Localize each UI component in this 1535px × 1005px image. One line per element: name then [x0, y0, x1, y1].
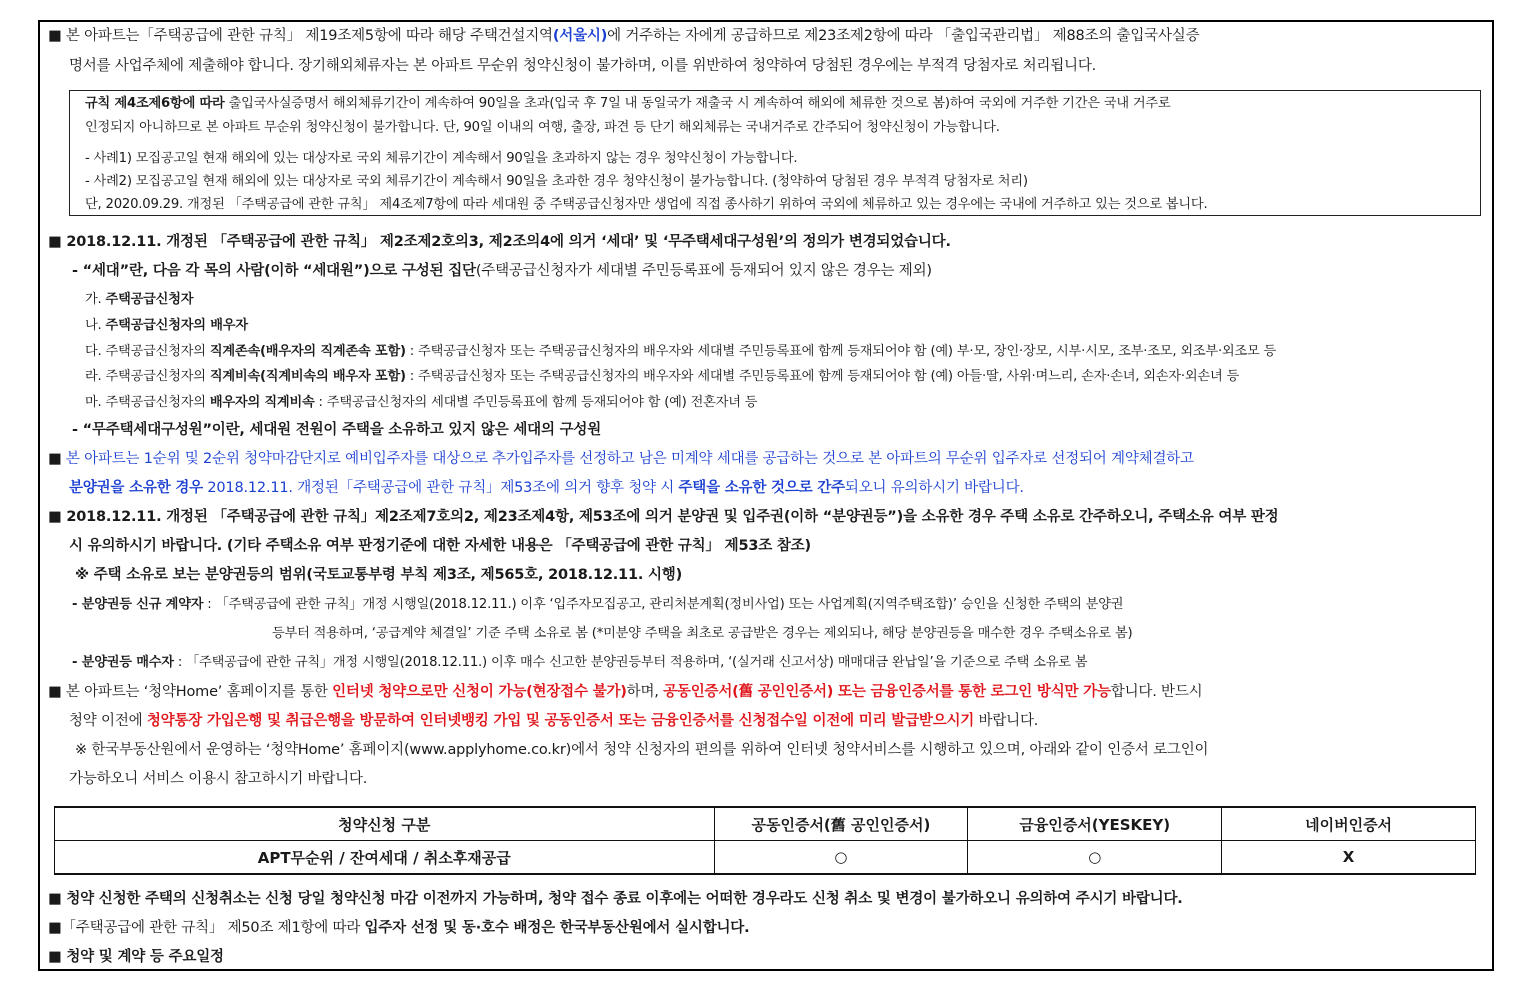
notice-line: ■ 본 아파트는「주택공급에 관한 규칙」 제19조제5항에 따라 해당 주택건설지역(서울시)에 거주하는 자에게 공급하므로 제23조제2항에 따라 「출입국관리법」 제88조의 출입국사실증: [48, 28, 1200, 44]
applyhome-note: ※ 한국부동산원에서 운영하는 ‘청약Home’ 홈페이지(www.applyhome.co.kr)에서 청약 신청자의 편의를 위하여 인터넷 청약서비스를 시행하고 있으며, 아래와 같이 인증서 로그인이: [75, 742, 1209, 758]
rule-case-2: - 사례2) 모집공고일 현재 해외에 있는 대상자로 국외 체류기간이 계속해서 90일을 초과한 경우 청약신청이 불가능합니다. (청약하여 당첨된 경우 부적격 당첨자로 처리): [85, 174, 1028, 189]
notice-line: ■ 본 아파트는 1순위 및 2순위 청약마감단지로 예비입주자를 대상으로 추가입주자를 선정하고 남은 미계약 세대를 공급하는 것으로 본 아파트의 무순위 입주자로 선정되어 계약체결하고: [48, 451, 1194, 467]
rule-exception: 단, 2020.09.29. 개정된 「주택공급에 관한 규칙」 제4조제7항에 따라 세대원 중 주택공급신청자만 생업에 직접 종사하기 위하여 국외에 체류하고 있는 경우에는 국내에 거주하고 있는 것으로 봅니다.: [85, 197, 1208, 212]
notice-line: ■ 2018.12.11. 개정된 「주택공급에 관한 규칙」제2조제7호의2, 제23조제4항, 제53조에 의거 분양권 및 입주권(이하 “분양권등”)을 소유한 경우 주택 소유로 간주하오니, 주택소유 여부 판정: [48, 509, 1279, 525]
table-header-cell: 청약신청 구분: [55, 807, 715, 841]
presale-scope-note: ※ 주택 소유로 보는 분양권등의 범위(국토교통부령 부칙 제3조, 제565호, 2018.12.11. 시행): [75, 567, 683, 583]
notice-line: ■ 청약 신청한 주택의 신청취소는 신청 당일 청약신청 마감 이전까지 가능하며, 청약 접수 종료 이후에는 어떠한 경우라도 신청 취소 및 변경이 불가하오니 유의하여 주시기 바랍니다.: [48, 891, 1183, 907]
table-header-cell: 네이버인증서: [1222, 807, 1476, 841]
notice-line: 분양권을 소유한 경우 2018.12.11. 개정된「주택공급에 관한 규칙」제53조에 의거 향후 청약 시 주택을 소유한 것으로 간주되오니 유의하시기 바랍니다.: [69, 480, 1024, 496]
table-row: [55, 841, 1476, 875]
presale-new-contractor-cont: 등부터 적용하며, ‘공급계약 체결일’ 기준 주택 소유로 봄 (*미분양 주택을 최초로 공급받은 경우는 제외되나, 해당 분양권등을 매수한 경우 주택소유로 봄): [272, 626, 1133, 641]
homeless-member-definition: - “무주택세대구성원”이란, 세대원 전원이 주택을 소유하고 있지 않은 세대의 구성원: [72, 422, 602, 438]
presale-buyer: - 분양권등 매수자 : 「주택공급에 관한 규칙」개정 시행일(2018.12.11.) 이후 매수 신고한 분양권등부터 적용하며, ‘(실거래 신고서상) 매매대금 완납일’을 기준으로 주택 소유로 봄: [72, 655, 1088, 670]
household-definition: - “세대”란, 다음 각 목의 사람(이하 “세대원”)으로 구성된 집단(주택공급신청자가 세대별 주민등록표에 등재되어 있지 않은 경우는 제외): [72, 263, 932, 279]
rule-case-1: - 사례1) 모집공고일 현재 해외에 있는 대상자로 국외 체류기간이 계속해서 90일을 초과하지 않는 경우 청약신청이 가능합니다.: [85, 151, 798, 166]
member-item: 라. 주택공급신청자의 직계비속(직계비속의 배우자 포함) : 주택공급신청자 또는 주택공급신청자의 배우자와 세대별 주민등록표에 함께 등재되어야 함 (예) 아들·딸, 사위·며느리, 손자·손녀, 외손자·외손녀 등: [85, 369, 1240, 384]
presale-new-contractor: - 분양권등 신규 계약자 : 「주택공급에 관한 규칙」개정 시행일(2018.12.11.) 이후 ‘입주자모집공고, 관리처분계획(정비사업) 또는 사업계획(지역주택조합)’ 승인을 신청한 주택의 분양권: [72, 597, 1124, 612]
table-header-cell: 공동인증서(舊 공인인증서): [714, 807, 968, 841]
table-cell: ○: [714, 841, 968, 875]
notice-line: ■ 본 아파트는 ‘청약Home’ 홈페이지를 통한 인터넷 청약으로만 신청이 가능(현장접수 불가)하며, 공동인증서(舊 공인인증서) 또는 금융인증서를 통한 로그인 방식만 가능합니다. 반드시: [48, 684, 1203, 700]
table-cell: X: [1222, 841, 1476, 875]
member-item: 가. 주택공급신청자: [85, 292, 194, 307]
table-header-cell: 금융인증서(YESKEY): [968, 807, 1222, 841]
table-cell: ○: [968, 841, 1222, 875]
rule-line: 규칙 제4조제6항에 따라 출입국사실증명서 해외체류기간이 계속하여 90일을 초과(입국 후 7일 내 동일국가 재출국 시 계속하여 해외에 체류한 것으로 봄)하여 국외에 거주한 기간은 국내 거주로: [85, 96, 1171, 111]
member-item: 다. 주택공급신청자의 직계존속(배우자의 직계존속 포함) : 주택공급신청자 또는 주택공급신청자의 배우자와 세대별 주민등록표에 함께 등재되어야 함 (예) 부·모, 장인·장모, 시부·시모, 조부·조모, 외조부·외조모 등: [85, 344, 1277, 359]
schedule-heading: ■ 청약 및 계약 등 주요일정: [48, 949, 224, 965]
certificate-table: [54, 806, 1476, 875]
rule-line: 인정되지 아니하므로 본 아파트 무순위 청약신청이 불가합니다. 단, 90일 이내의 여행, 출장, 파견 등 단기 해외체류는 국내거주로 간주되어 청약신청이 가능합니다.: [85, 120, 1000, 135]
member-item: 마. 주택공급신청자의 배우자의 직계비속 : 주택공급신청자의 세대별 주민등록표에 함께 등재되어야 함 (예) 전혼자녀 등: [85, 395, 758, 410]
applyhome-note-cont: 가능하오니 서비스 이용시 참고하시기 바랍니다.: [69, 771, 368, 787]
notice-line: 청약 이전에 청약통장 가입은행 및 취급은행을 방문하여 인터넷뱅킹 가입 및 공동인증서 또는 금융인증서를 신청접수일 이전에 미리 발급받으시기 바랍니다.: [69, 713, 1039, 729]
table-cell: APT무순위 / 잔여세대 / 취소후재공급: [55, 841, 715, 875]
notice-line: 명서를 사업주체에 제출해야 합니다. 장기해외체류자는 본 아파트 무순위 청약신청이 불가하며, 이를 위반하여 청약하여 당첨된 경우에는 부적격 당첨자로 처리됩니다.: [69, 58, 1097, 74]
table-header-row: [55, 807, 1476, 841]
notice-line: 시 유의하시기 바랍니다. (기타 주택소유 여부 판정기준에 대한 자세한 내용은 「주택공급에 관한 규칙」 제53조 참조): [69, 538, 811, 554]
notice-line: ■「주택공급에 관한 규칙」 제50조 제1항에 따라 입주자 선정 및 동·호수 배정은 한국부동산원에서 실시합니다.: [48, 920, 750, 936]
member-item: 나. 주택공급신청자의 배우자: [85, 318, 248, 333]
household-definition-heading: ■ 2018.12.11. 개정된 「주택공급에 관한 규칙」 제2조제2호의3, 제2조의4에 의거 ‘세대’ 및 ‘무주택세대구성원’의 정의가 변경되었습니다.: [48, 234, 951, 250]
